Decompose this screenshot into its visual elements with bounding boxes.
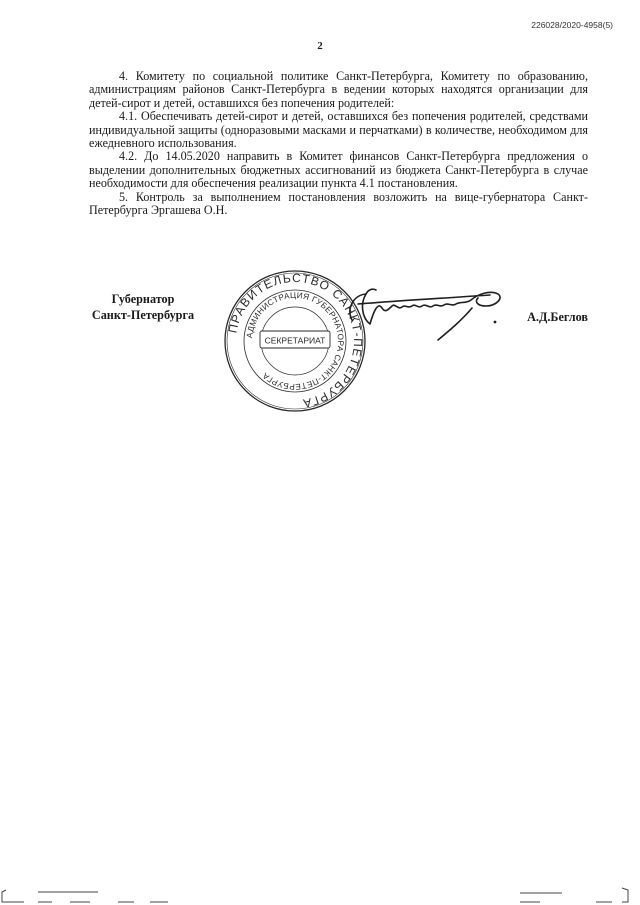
seal-inner-text: АДМИНИСТРАЦИЯ ГУБЕРНАТОРА САНКТ-ПЕТЕРБУРГА [245,290,346,392]
signer-title [87,291,199,323]
handwritten-signature [340,280,515,345]
seal-outer-text: ПРАВИТЕЛЬСТВО САНКТ-ПЕТЕРБУРГА [225,270,366,411]
page-number: 2 [317,40,323,52]
paragraph-4-1: 4.1. Обеспечивать детей-сирот и детей, оставшихся без попечения родителей, средствами индивидуальной защиты (одноразовыми масками и перчатками) в количестве, необходимом для ежедневного использования. [89,109,588,151]
seal-center-text: СЕКРЕТАРИАТ [264,335,326,346]
document-body [89,70,588,217]
paragraph-4-2: 4.2. До 14.05.2020 направить в Комитет финансов Санкт-Петербурга предложения о выделении дополнительных бюджетных ассигнований из бюджета Санкт-Петербурга в случае необходимости для обеспечения реализации пункта 4.1 постановления. [89,149,588,191]
signer-title-line1: Губернатор [111,292,175,306]
signer-title-line2: Санкт-Петербурга [91,308,195,322]
paragraph-4: 4. Комитету по социальной политике Санкт-Петербурга, Комитету по образованию, администрациям районов Санкт-Петербурга в ведении которых находятся организации для детей-сирот и детей, оставшихся без попечения родителей: [89,69,588,110]
paragraph-5: 5. Контроль за выполнением постановления возложить на вице-губернатора Санкт-Петербурга Эргашева О.Н. [89,189,588,218]
document-id: 226028/2020-4958(5) [531,20,613,30]
signer-name: А.Д.Беглов [527,310,588,324]
footer-scan-marks [0,880,640,905]
